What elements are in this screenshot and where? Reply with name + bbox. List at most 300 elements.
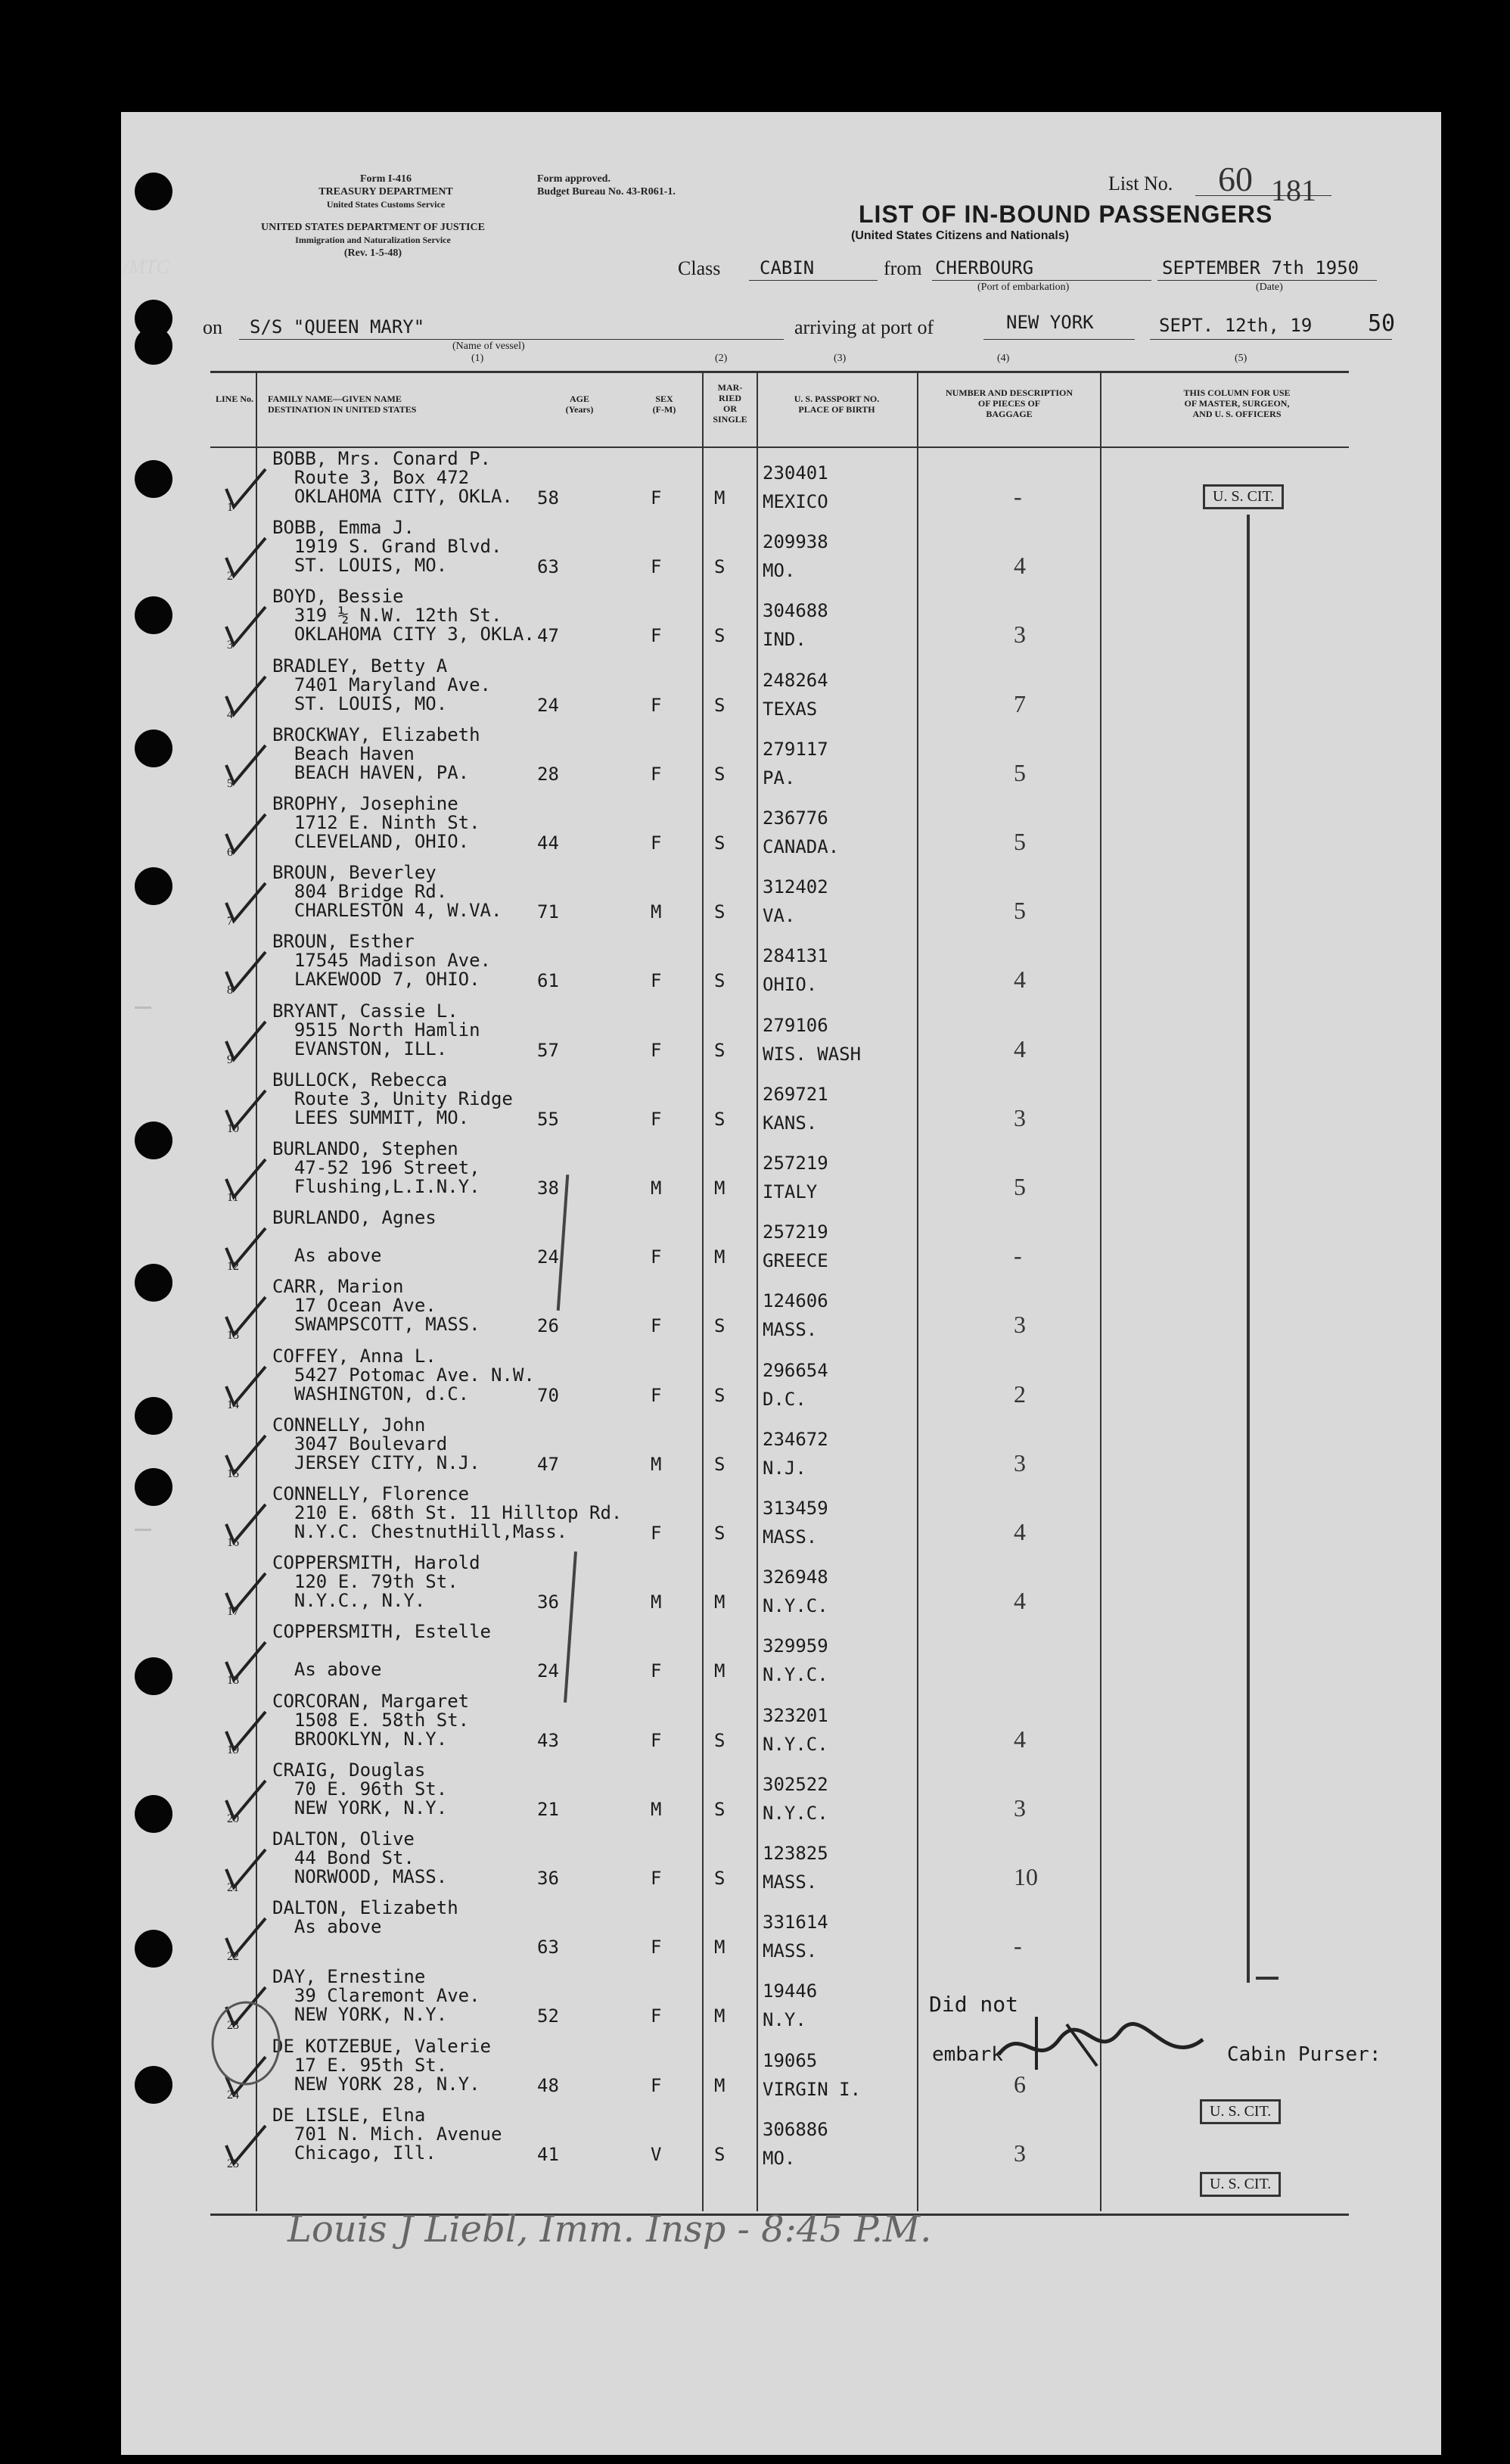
passenger-age: 63 xyxy=(537,556,559,578)
passenger-sex: M xyxy=(651,1178,662,1199)
passenger-age: 71 xyxy=(537,901,559,923)
passenger-name-address: COFFEY, Anna L. 5427 Potomac Ave. N.W. WASHINGTON, d.C. xyxy=(272,1345,535,1405)
passenger-age: 58 xyxy=(537,487,559,509)
line-number: 11 xyxy=(227,1191,239,1204)
passenger-marital: S xyxy=(714,901,725,923)
passenger-marital: S xyxy=(714,1868,725,1889)
line-number: 6 xyxy=(227,846,233,859)
passenger-sex: F xyxy=(651,1246,662,1268)
passenger-age: 57 xyxy=(537,1039,559,1061)
table-row xyxy=(0,1691,1510,1759)
line-number: 4 xyxy=(227,708,233,721)
passport-number: 234672 xyxy=(763,1428,828,1450)
place-of-birth: TEXAS xyxy=(763,698,818,720)
table-row xyxy=(0,1346,1510,1414)
check-mark-icon xyxy=(223,1709,269,1754)
passport-and-birthplace xyxy=(763,1011,861,1069)
check-mark-icon xyxy=(223,466,269,512)
ditto-line xyxy=(1247,515,1250,1983)
col-baggage-header: NUMBER AND DESCRIPTION OF PIECES OF BAGGAGE xyxy=(945,387,1073,419)
passport-and-birthplace xyxy=(763,527,828,585)
line-number: 12 xyxy=(227,1260,239,1274)
passenger-name-address: CONNELLY, John 3047 Boulevard JERSEY CITY, N.J. xyxy=(272,1414,480,1473)
passenger-name-address: BURLANDO, Agnes As above xyxy=(272,1207,437,1267)
passenger-marital: M xyxy=(714,1246,725,1268)
passport-number: 306886 xyxy=(763,2118,828,2140)
baggage-count: 5 xyxy=(1014,1173,1026,1200)
passenger-age: 21 xyxy=(537,1798,559,1820)
passport-and-birthplace xyxy=(763,1494,828,1551)
check-mark-icon xyxy=(223,1294,269,1339)
place-of-birth: D.C. xyxy=(763,1388,806,1410)
port-line xyxy=(983,339,1135,340)
place-of-birth: N.Y.C. xyxy=(763,1664,828,1686)
passenger-age: 26 xyxy=(537,1315,559,1337)
check-mark-icon xyxy=(223,880,269,926)
passport-number: 313459 xyxy=(763,1498,828,1519)
passport-and-birthplace xyxy=(763,1977,817,2034)
passport-number: 236776 xyxy=(763,807,828,829)
baggage-count: 3 xyxy=(1014,621,1026,649)
line-number: 16 xyxy=(227,1536,239,1549)
line-number: 10 xyxy=(227,1122,239,1135)
table-row xyxy=(0,1759,1510,1828)
check-mark-icon xyxy=(223,1639,269,1685)
table-row xyxy=(0,1552,1510,1621)
passport-number: 209938 xyxy=(763,531,828,553)
col-name-header: FAMILY NAME—GIVEN NAME DESTINATION IN UNITED STATES xyxy=(268,394,417,415)
binder-hole xyxy=(135,327,172,365)
passenger-sex: F xyxy=(651,625,662,647)
passport-number: 323201 xyxy=(763,1704,828,1726)
line-number: 9 xyxy=(227,1053,233,1066)
passport-and-birthplace xyxy=(763,459,828,516)
place-of-birth: N.Y.C. xyxy=(763,1595,828,1617)
passport-and-birthplace xyxy=(763,1218,828,1275)
place-of-birth: IND. xyxy=(763,629,806,651)
passenger-sex: F xyxy=(651,832,662,854)
vessel-value: S/S "QUEEN MARY" xyxy=(250,316,425,338)
table-row xyxy=(0,1000,1510,1069)
place-of-birth: PA. xyxy=(763,767,796,789)
passenger-name-address: DAY, Ernestine 39 Claremont Ave. NEW YORK, N.Y. xyxy=(272,1966,480,2026)
baggage-count: 4 xyxy=(1014,1725,1026,1753)
passport-number: 331614 xyxy=(763,1912,828,1934)
from-label: from xyxy=(884,257,922,279)
passenger-name-address: CARR, Marion 17 Ocean Ave. SWAMPSCOTT, MASS. xyxy=(272,1276,480,1336)
baggage-count: 3 xyxy=(1014,1103,1026,1131)
table-row xyxy=(0,586,1510,655)
passenger-marital: S xyxy=(714,1039,725,1061)
check-mark-icon xyxy=(223,811,269,857)
passenger-sex: F xyxy=(651,1660,662,1682)
vessel-line xyxy=(239,339,784,340)
place-of-birth: MASS. xyxy=(763,1940,818,1962)
passport-number: 279117 xyxy=(763,738,828,760)
passenger-name-address: DE LISLE, Elna 701 N. Mich. Avenue Chicago, Ill. xyxy=(272,2104,502,2164)
from-line xyxy=(932,280,1151,281)
passport-and-birthplace xyxy=(763,1425,828,1482)
passenger-marital: S xyxy=(714,2143,725,2165)
place-of-birth: KANS. xyxy=(763,1112,818,1134)
citizen-stamp: U. S. CIT. xyxy=(1200,2099,1281,2124)
check-mark-icon xyxy=(223,1915,269,1961)
passport-number: 329959 xyxy=(763,1635,828,1657)
passenger-marital: M xyxy=(714,1178,725,1199)
passport-and-birthplace xyxy=(763,2115,828,2173)
passenger-sex: F xyxy=(651,1039,662,1061)
page-subtitle: (United States Citizens and Nationals) xyxy=(851,229,1070,242)
place-of-birth: N.Y. xyxy=(763,2009,806,2031)
passenger-marital: M xyxy=(714,1660,725,1682)
baggage-count: - xyxy=(1014,1242,1022,1270)
line-number: 8 xyxy=(227,984,233,997)
passenger-age: 52 xyxy=(537,2005,559,2027)
passenger-sex: M xyxy=(651,1798,662,1820)
baggage-count: 3 xyxy=(1014,1311,1026,1339)
passport-and-birthplace xyxy=(763,1356,828,1414)
date-line xyxy=(1150,339,1392,340)
passenger-marital: M xyxy=(714,1591,725,1613)
baggage-count: 10 xyxy=(1014,1863,1038,1890)
date-caption: (Date) xyxy=(1256,282,1283,293)
handwritten-signature-mark xyxy=(991,2009,1218,2077)
passenger-sex: F xyxy=(651,556,662,578)
passenger-sex: V xyxy=(651,2143,662,2165)
table-row xyxy=(0,931,1510,1000)
passport-and-birthplace xyxy=(763,1149,828,1206)
passport-number: 284131 xyxy=(763,945,828,967)
passport-and-birthplace xyxy=(763,1770,828,1828)
passenger-sex: F xyxy=(651,1384,662,1406)
port-caption: (Port of embarkation) xyxy=(977,282,1070,293)
passenger-name-address: CORCORAN, Margaret 1508 E. 58th St. BROOKLYN, N.Y. xyxy=(272,1690,470,1750)
line-number: 13 xyxy=(227,1329,239,1342)
class-label: Class xyxy=(678,257,721,279)
column-number: (4) xyxy=(997,353,1010,364)
place-of-birth: MASS. xyxy=(763,1319,818,1341)
arrival-year: 50 xyxy=(1368,310,1396,337)
baggage-count: 4 xyxy=(1014,1518,1026,1545)
passenger-sex: F xyxy=(651,2005,662,2027)
passenger-name-address: CRAIG, Douglas 70 E. 96th St. NEW YORK, N.Y. xyxy=(272,1759,448,1818)
passport-number: 248264 xyxy=(763,669,828,691)
line-number: 3 xyxy=(227,639,233,652)
passport-number: 123825 xyxy=(763,1843,828,1864)
baggage-count: - xyxy=(1014,483,1022,510)
table-row xyxy=(0,1138,1510,1207)
passenger-sex: F xyxy=(651,970,662,992)
line-number: 21 xyxy=(227,1881,239,1894)
place-of-birth: MASS. xyxy=(763,1526,818,1548)
passenger-marital: S xyxy=(714,556,725,578)
passport-number: 302522 xyxy=(763,1773,828,1795)
line-number: 1 xyxy=(227,501,233,514)
citizen-stamp: U. S. CIT. xyxy=(1203,484,1284,509)
check-mark-icon xyxy=(223,1087,269,1133)
place-of-birth: MEXICO xyxy=(763,491,828,512)
class-line xyxy=(749,280,878,281)
table-row xyxy=(0,655,1510,724)
passport-and-birthplace xyxy=(763,941,828,999)
place-of-birth: N.J. xyxy=(763,1457,806,1479)
check-mark-icon xyxy=(223,1570,269,1616)
passenger-marital: S xyxy=(714,1729,725,1751)
passenger-name-address: BROUN, Esther 17545 Madison Ave. LAKEWOOD 7, OHIO. xyxy=(272,931,491,991)
place-of-birth: WIS. WASH xyxy=(763,1043,862,1065)
passport-and-birthplace xyxy=(763,1563,828,1620)
check-mark-icon xyxy=(223,1433,269,1478)
passenger-age: 55 xyxy=(537,1108,559,1130)
baggage-count: 7 xyxy=(1014,689,1026,717)
passenger-name-address: BOBB, Emma J. 1919 S. Grand Blvd. ST. LOUIS, MO. xyxy=(272,517,502,577)
check-mark-icon xyxy=(223,604,269,649)
passenger-name-address: BRYANT, Cassie L. 9515 North Hamlin EVANSTON, ILL. xyxy=(272,1000,480,1059)
passenger-marital: S xyxy=(714,1523,725,1544)
passport-number: 19065 xyxy=(763,2049,818,2071)
date-value: SEPTEMBER 7th 1950 xyxy=(1162,257,1359,278)
passenger-age: 70 xyxy=(537,1384,559,1406)
passenger-name-address: BURLANDO, Stephen 47-52 196 Street, Flushing,L.I.N.Y. xyxy=(272,1138,480,1197)
passenger-sex: F xyxy=(651,1523,662,1544)
check-mark-icon xyxy=(223,2123,269,2168)
passenger-sex: F xyxy=(651,1108,662,1130)
passenger-age: 24 xyxy=(537,1246,559,1268)
baggage-count: 2 xyxy=(1014,1380,1026,1408)
line-number: 24 xyxy=(227,2088,239,2102)
passenger-marital: S xyxy=(714,1798,725,1820)
passport-number: 304688 xyxy=(763,600,828,622)
passenger-age: 36 xyxy=(537,1868,559,1889)
passenger-sex: F xyxy=(651,763,662,785)
check-mark-icon xyxy=(223,1225,269,1271)
col-sex-header: SEX (F-M) xyxy=(652,394,676,415)
place-of-birth: MASS. xyxy=(763,1871,818,1893)
passenger-name-address: BRADLEY, Betty A 7401 Maryland Ave. ST. LOUIS, MO. xyxy=(272,655,491,714)
citizen-stamp: U. S. CIT. xyxy=(1200,2172,1281,2197)
line-number: 14 xyxy=(227,1398,239,1411)
passenger-name-address: DALTON, Elizabeth As above xyxy=(272,1897,458,1938)
col-officers-header: THIS COLUMN FOR USE OF MASTER, SURGEON, AND U. S. OFFICERS xyxy=(1183,387,1291,419)
from-value: CHERBOURG xyxy=(935,257,1034,278)
passenger-marital: S xyxy=(714,1453,725,1475)
passport-number: 230401 xyxy=(763,462,828,484)
baggage-count: 6 xyxy=(1014,2070,1026,2098)
passenger-marital: S xyxy=(714,1384,725,1406)
passenger-sex: M xyxy=(651,901,662,923)
vessel-caption: (Name of vessel) xyxy=(452,341,525,352)
passenger-name-address: BOYD, Bessie 319 ½ N.W. 12th St. OKLAHOMA CITY 3, OKLA. xyxy=(272,586,535,646)
passport-and-birthplace xyxy=(763,666,828,723)
binder-hole xyxy=(135,173,172,210)
col-married-header: MAR- RIED OR SINGLE xyxy=(713,382,747,425)
passenger-age: 44 xyxy=(537,832,559,854)
check-mark-icon xyxy=(223,1778,269,1823)
passenger-age: 38 xyxy=(537,1178,559,1199)
passenger-name-address: BOBB, Mrs. Conard P. Route 3, Box 472 OKLAHOMA CITY, OKLA. xyxy=(272,448,513,507)
passenger-name-address: BULLOCK, Rebecca Route 3, Unity Ridge LEES SUMMIT, MO. xyxy=(272,1069,513,1128)
passenger-marital: S xyxy=(714,970,725,992)
passport-and-birthplace xyxy=(763,1286,828,1344)
passenger-age: 61 xyxy=(537,970,559,992)
table-row xyxy=(0,1276,1510,1345)
side-note: /MTC xyxy=(123,256,169,278)
arrival-port: NEW YORK xyxy=(1006,312,1094,333)
table-row xyxy=(0,1207,1510,1276)
table-row xyxy=(0,862,1510,931)
list-no-value: 181 xyxy=(1271,173,1316,207)
passenger-name-address: BROPHY, Josephine 1712 E. Ninth St. CLEVELAND, OHIO. xyxy=(272,793,480,852)
passport-and-birthplace xyxy=(763,1080,828,1137)
table-row xyxy=(0,517,1510,586)
passport-number: 269721 xyxy=(763,1083,828,1105)
check-mark-icon xyxy=(223,1019,269,1064)
list-no-value: 60 xyxy=(1218,160,1253,198)
passenger-name-address: DALTON, Olive 44 Bond St. NORWOOD, MASS. xyxy=(272,1828,448,1887)
check-mark-icon xyxy=(223,949,269,994)
list-no-label: List No. xyxy=(1108,173,1173,194)
on-label: on xyxy=(203,316,222,338)
passenger-age: 48 xyxy=(537,2074,559,2096)
table-row xyxy=(0,724,1510,793)
place-of-birth: MO. xyxy=(763,560,796,582)
place-of-birth: N.Y.C. xyxy=(763,1733,828,1755)
passenger-marital: S xyxy=(714,763,725,785)
passport-number: 257219 xyxy=(763,1221,828,1243)
passenger-sex: M xyxy=(651,1453,662,1475)
passenger-marital: S xyxy=(714,1108,725,1130)
passenger-name-address: COPPERSMITH, Harold 120 E. 79th St. N.Y.C., N.Y. xyxy=(272,1552,480,1612)
passenger-sex: F xyxy=(651,694,662,716)
col-passport-header: U. S. PASSPORT NO. PLACE OF BIRTH xyxy=(794,394,880,415)
passenger-sex: F xyxy=(651,1729,662,1751)
passenger-marital: S xyxy=(714,832,725,854)
passport-number: 326948 xyxy=(763,1566,828,1588)
baggage-count: 3 xyxy=(1014,1448,1026,1476)
handwritten-circle xyxy=(204,1998,287,2089)
passenger-name-address: BROUN, Beverley 804 Bridge Rd. CHARLESTON 4, W.VA. xyxy=(272,862,502,922)
passenger-age: 47 xyxy=(537,625,559,647)
department: UNITED STATES DEPARTMENT OF JUSTICE Immigration and Naturalization Service (Rev. 1-5-48) xyxy=(261,222,485,259)
baggage-count: 5 xyxy=(1014,897,1026,925)
passport-and-birthplace xyxy=(763,873,828,930)
passport-and-birthplace xyxy=(763,1839,828,1896)
class-value: CABIN xyxy=(760,257,815,278)
line-number: 7 xyxy=(227,915,233,929)
passport-and-birthplace xyxy=(763,596,828,654)
baggage-count: 4 xyxy=(1014,966,1026,994)
line-number: 19 xyxy=(227,1743,239,1756)
passport-and-birthplace xyxy=(763,1908,828,1965)
check-mark-icon xyxy=(223,1501,269,1547)
passenger-age: 24 xyxy=(537,1660,559,1682)
passenger-marital: M xyxy=(714,2074,725,2096)
table-row xyxy=(0,2105,1510,2173)
column-number: (2) xyxy=(715,353,728,364)
place-of-birth: ITALY xyxy=(763,1181,818,1202)
passport-and-birthplace xyxy=(763,735,828,792)
form-info: Form I-416 TREASURY DEPARTMENT United States Customs Service xyxy=(318,173,453,210)
passport-and-birthplace xyxy=(763,1632,828,1689)
column-number: (5) xyxy=(1235,353,1247,364)
passenger-sex: F xyxy=(651,1315,662,1337)
check-mark-icon xyxy=(223,535,269,580)
ditto-line-end xyxy=(1256,1977,1279,1980)
line-number: 20 xyxy=(227,1812,239,1825)
passport-number: 296654 xyxy=(763,1359,828,1381)
col-line-header: LINE No. xyxy=(215,394,253,404)
column-number: (1) xyxy=(471,353,484,364)
passenger-marital: S xyxy=(714,625,725,647)
place-of-birth: VA. xyxy=(763,905,796,927)
passenger-age: 28 xyxy=(537,763,559,785)
passport-number: 257219 xyxy=(763,1153,828,1174)
passenger-marital: S xyxy=(714,1315,725,1337)
baggage-count: 4 xyxy=(1014,1587,1026,1615)
passenger-age: 24 xyxy=(537,694,559,716)
arriving-label: arriving at port of xyxy=(794,316,934,338)
place-of-birth: MO. xyxy=(763,2147,796,2169)
passenger-name-address: DE KOTZEBUE, Valerie 17 E. 95th St. NEW YORK 28, N.Y. xyxy=(272,2035,491,2095)
passenger-marital: M xyxy=(714,487,725,509)
table-row xyxy=(0,1897,1510,1966)
baggage-count: 3 xyxy=(1014,1794,1026,1822)
passenger-sex: M xyxy=(651,1591,662,1613)
inspector-signature: Louis J Liebl, Imm. Insp - 8:45 P.M. xyxy=(287,2208,932,2251)
passport-number: 279106 xyxy=(763,1014,828,1036)
column-number: (3) xyxy=(834,353,847,364)
line-number: 2 xyxy=(227,570,233,583)
passenger-marital: M xyxy=(714,1937,725,1958)
check-mark-icon xyxy=(223,742,269,788)
passenger-name-address: COPPERSMITH, Estelle As above xyxy=(272,1621,491,1681)
arrival-date: SEPT. 12th, 19 xyxy=(1159,315,1313,336)
passenger-age: 63 xyxy=(537,1937,559,1958)
passenger-name-address: CONNELLY, Florence 210 E. 68th St. 11 Hilltop Rd. N.Y.C. ChestnutHill,Mass. xyxy=(272,1483,623,1542)
form-approved: Form approved. Budget Bureau No. 43-R061-1. xyxy=(537,173,676,198)
passenger-sex: F xyxy=(651,487,662,509)
place-of-birth: GREECE xyxy=(763,1250,828,1272)
passenger-sex: F xyxy=(651,1937,662,1958)
table-row xyxy=(0,1621,1510,1690)
place-of-birth: N.Y.C. xyxy=(763,1802,828,1824)
passport-number: 124606 xyxy=(763,1290,828,1312)
line-number: 22 xyxy=(227,1950,239,1964)
baggage-count: 3 xyxy=(1014,2139,1026,2167)
line-number: 5 xyxy=(227,776,233,790)
passenger-age: 47 xyxy=(537,1453,559,1475)
check-mark-icon xyxy=(223,1364,269,1409)
table-row xyxy=(0,1069,1510,1138)
passenger-age: 43 xyxy=(537,1729,559,1751)
passport-number: 19446 xyxy=(763,1980,818,2002)
baggage-count: 4 xyxy=(1014,1034,1026,1062)
page-title: LIST OF IN-BOUND PASSENGERS xyxy=(859,201,1273,228)
table-row xyxy=(0,1414,1510,1483)
place-of-birth: CANADA. xyxy=(763,836,840,857)
passenger-age: 41 xyxy=(537,2143,559,2165)
passenger-age: 36 xyxy=(537,1591,559,1613)
passport-and-birthplace xyxy=(763,1701,828,1759)
baggage-count: 5 xyxy=(1014,828,1026,855)
line-number: 15 xyxy=(227,1467,239,1480)
line-number: 25 xyxy=(227,2157,239,2170)
passport-and-birthplace xyxy=(763,2046,861,2104)
place-of-birth: VIRGIN I. xyxy=(763,2078,862,2100)
table-row xyxy=(0,793,1510,862)
line-number: 23 xyxy=(227,2019,239,2033)
purser-note: Cabin Purser: xyxy=(1227,2043,1381,2066)
